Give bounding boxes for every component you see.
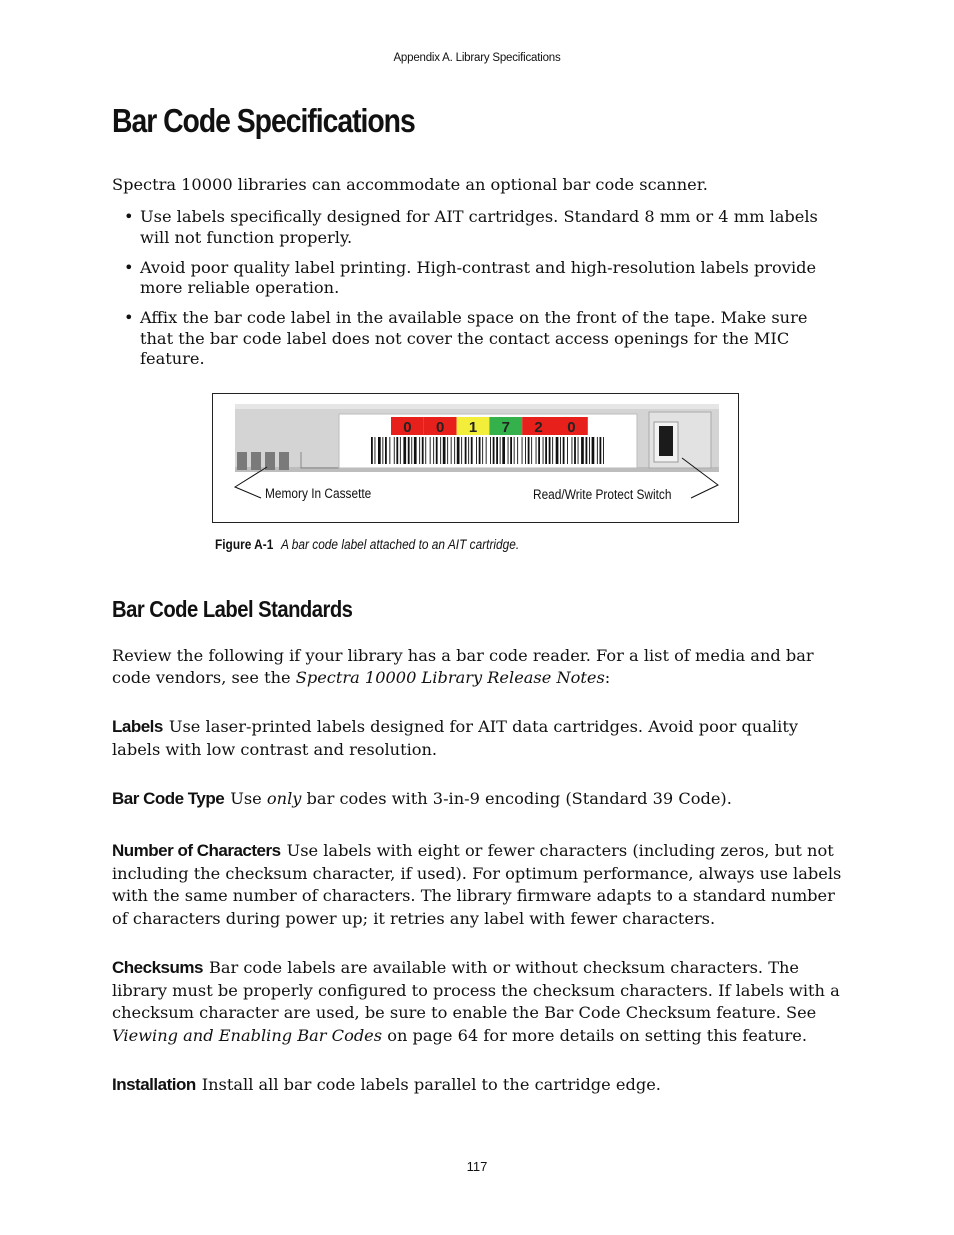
barcode-bar xyxy=(603,437,604,464)
barcode-bar xyxy=(574,437,576,464)
intro-paragraph: Spectra 10000 libraries can accommodate an optional bar code scanner. xyxy=(112,175,708,194)
barcode-bar xyxy=(563,437,565,464)
barcode-bar xyxy=(531,437,532,464)
term-text: Use laser-printed labels designed for AIT data cartridges. Avoid poor quality labels with low contrast and resolution. xyxy=(112,717,798,759)
barcode-bar xyxy=(581,437,584,464)
barcode-bar xyxy=(419,437,420,464)
barcode-bar xyxy=(490,437,491,464)
mic-contact xyxy=(279,452,289,470)
memory-in-cassette-label: Memory In Cassette xyxy=(265,486,372,501)
list-item-text: Avoid poor quality label printing. High-contrast and high-resolution labels provide more reliable operation. xyxy=(140,257,817,297)
barcode-bar xyxy=(578,437,579,464)
term-bar-code-type xyxy=(112,788,842,811)
cartridge-top-edge xyxy=(235,404,719,409)
barcode-bar xyxy=(457,437,460,464)
term-text: Install all bar code labels parallel to the cartridge edge. xyxy=(201,1075,661,1094)
label-digit: 0 xyxy=(436,419,445,436)
barcode-bar xyxy=(545,437,547,464)
barcode-bar xyxy=(514,437,515,464)
page-title: Bar Code Specifications xyxy=(112,102,415,139)
release-notes-reference: Spectra 10000 Library Release Notes xyxy=(295,667,605,687)
label-digit: 1 xyxy=(468,419,478,436)
guideline-list xyxy=(112,207,842,379)
term-lead: Installation xyxy=(112,1075,196,1094)
review-text-end: : xyxy=(604,667,611,687)
barcode-bar xyxy=(556,437,559,464)
term-emphasis: Viewing and Enabling Bar Codes xyxy=(112,1025,383,1045)
term-number-of-characters xyxy=(112,840,842,930)
barcode-bar xyxy=(567,437,568,464)
barcode-bar xyxy=(425,437,426,464)
barcode-bar xyxy=(538,437,540,464)
barcode-bar xyxy=(400,437,401,464)
barcode-bar xyxy=(465,437,467,464)
barcode-bar xyxy=(508,437,509,464)
list-item xyxy=(112,258,842,299)
review-text: Review the following if your library has a bar code reader. For a list of media and bar code vendors, see the xyxy=(112,646,814,687)
barcode-bar xyxy=(496,437,498,464)
term-text: Bar code labels are available with or without checksum characters. The library must be properly configured to process the checksum characters. If labels with a checksum character are used, be sure to enable the Bar Code Checksum feature. See xyxy=(112,958,840,1022)
bullet-marker: • xyxy=(124,308,134,327)
figure-number: Figure A-1 xyxy=(215,537,274,552)
term-lead: Labels xyxy=(112,717,163,736)
term-lead: Bar Code Type xyxy=(112,789,225,808)
barcode-bar xyxy=(371,437,373,464)
barcode-bar xyxy=(517,437,518,464)
barcode-bar xyxy=(375,437,376,464)
barcode-bar xyxy=(500,437,501,464)
barcode-bar xyxy=(560,437,561,464)
barcode-bar xyxy=(486,437,487,464)
term-checksums xyxy=(112,957,842,1047)
protect-switch-tab xyxy=(659,426,673,456)
cartridge-figure xyxy=(212,393,739,523)
label-digit: 2 xyxy=(534,419,543,436)
barcode-bar xyxy=(600,437,602,464)
review-paragraph xyxy=(112,645,838,688)
label-digit: 7 xyxy=(501,419,510,436)
term-text-end: on page 64 for more details on setting this feature. xyxy=(382,1025,807,1045)
cartridge-image xyxy=(213,394,738,522)
barcode-bar xyxy=(447,437,448,464)
bullet-marker: • xyxy=(124,257,134,277)
barcode-bar xyxy=(461,437,462,464)
bullet-marker: • xyxy=(124,207,134,226)
mic-contact xyxy=(251,452,261,470)
barcode-bar xyxy=(394,437,395,464)
term-emphasis: only xyxy=(266,789,302,808)
barcode-bar xyxy=(440,437,441,464)
protect-switch-label: Read/Write Protect Switch xyxy=(533,487,672,502)
barcode-bar xyxy=(385,437,387,464)
barcode-bar xyxy=(589,437,590,464)
barcode-bar xyxy=(525,437,526,464)
barcode-bar xyxy=(433,437,434,464)
page-number: 117 xyxy=(466,1159,488,1174)
barcode-bar xyxy=(522,437,523,464)
barcode-bar xyxy=(552,437,553,464)
term-text: Use labels with eight or fewer characters (including zeros, but not including the checksum character, if used). For optimum performance, always use labels with the same number of characters. The library firmware adapts to a standard number of characters during power up; it retries any label with fewer characters. xyxy=(112,841,842,928)
term-text: Use xyxy=(230,789,267,808)
mic-contact xyxy=(237,452,247,470)
barcode-bar xyxy=(403,437,406,464)
figure-caption xyxy=(215,537,552,552)
barcode-bar xyxy=(454,437,455,464)
barcode-bar xyxy=(414,437,417,464)
barcode-bar xyxy=(528,437,530,464)
barcode-bar xyxy=(482,437,483,464)
barcode-bar xyxy=(476,437,477,464)
barcode-bar xyxy=(436,437,438,464)
barcode-bar xyxy=(468,437,469,464)
term-lead: Checksums xyxy=(112,958,203,977)
section-heading: Bar Code Label Standards xyxy=(112,596,353,622)
barcode-bar xyxy=(378,437,381,464)
label-digit: 0 xyxy=(403,419,412,436)
term-labels xyxy=(112,716,842,761)
barcode-bar xyxy=(536,437,537,464)
running-header: Appendix A. Library Specifications xyxy=(393,52,561,64)
term-installation xyxy=(112,1074,842,1097)
barcode-bar xyxy=(471,437,473,464)
label-digit: 0 xyxy=(567,419,576,436)
barcode-bar xyxy=(572,437,573,464)
term-text-end: bar codes with 3-in-9 encoding (Standard 39 Code). xyxy=(301,789,732,808)
barcode-bar xyxy=(597,437,598,464)
barcode-bar xyxy=(396,437,398,464)
barcode-bar xyxy=(408,437,410,464)
barcode-bar xyxy=(510,437,512,464)
barcode-bar xyxy=(430,437,431,464)
list-item xyxy=(112,207,842,248)
barcode-bar xyxy=(479,437,481,464)
figure-caption-text: A bar code label attached to an AIT cartridge. xyxy=(281,537,520,552)
barcode-bar xyxy=(586,437,588,464)
term-lead: Number of Characters xyxy=(112,841,281,860)
list-item xyxy=(112,308,842,370)
barcode-bar xyxy=(549,437,551,464)
barcode-bar xyxy=(451,437,452,464)
label-color-cells xyxy=(391,417,588,436)
barcode-bar xyxy=(382,437,383,464)
barcode-bar xyxy=(543,437,544,464)
barcode-bar xyxy=(411,437,412,464)
barcode-bar xyxy=(502,437,505,464)
list-item-text: Use labels specifically designed for AIT cartridges. Standard 8 mm or 4 mm labels will not function properly. xyxy=(140,207,818,247)
barcode-bar xyxy=(493,437,495,464)
barcode-bar xyxy=(422,437,424,464)
barcode-bar xyxy=(592,437,595,464)
list-item-text: Affix the bar code label in the available space on the front of the tape. Make sure that the bar code label does not cover the contact access openings for the MIC feature. xyxy=(140,308,808,368)
barcode-bar xyxy=(389,437,390,464)
barcode-bar xyxy=(443,437,446,464)
